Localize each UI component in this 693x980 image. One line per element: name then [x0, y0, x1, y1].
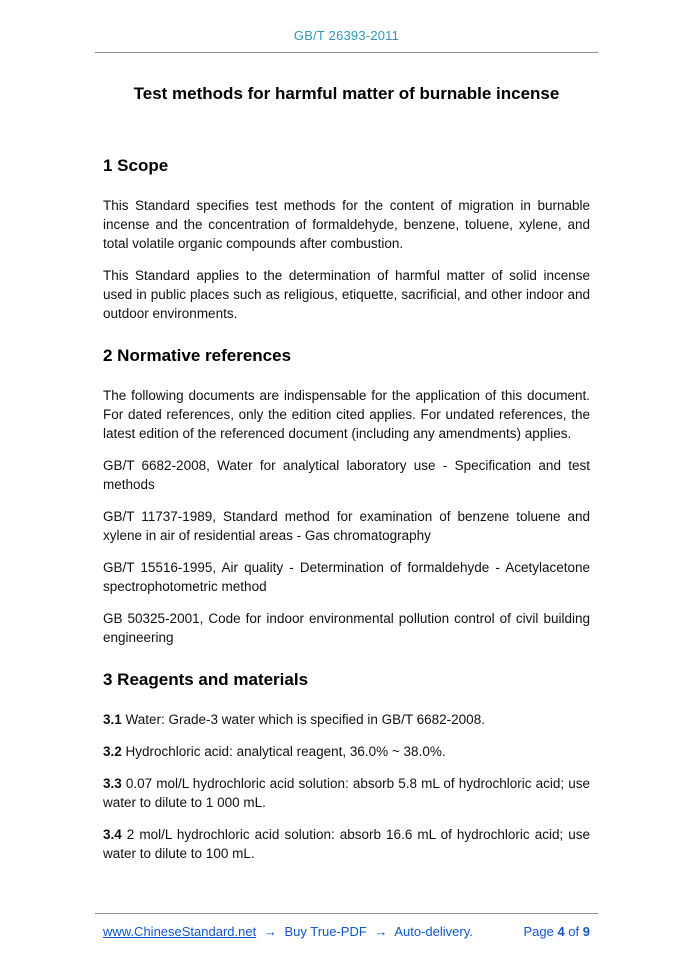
- clause-number: 3.3: [103, 776, 122, 791]
- clause-text: Water: Grade-3 water which is specified in GB/T 6682-2008.: [121, 712, 485, 727]
- reference-item-2: GB/T 11737-1989, Standard method for examination of benzene toluene and xylene in air of residential areas - Gas chromatography: [103, 509, 590, 543]
- clause-item-3-2: [103, 742, 590, 761]
- footer-buy-text: Buy True-PDF: [284, 924, 367, 939]
- page-indicator: [523, 924, 590, 940]
- reference-item-3: GB/T 15516-1995, Air quality - Determination of formaldehyde - Acetylacetone spectrophotometric method: [103, 560, 590, 594]
- clause-number: 3.2: [103, 744, 122, 759]
- clause-text: 0.07 mol/L hydrochloric acid solution: absorb 5.8 mL of hydrochloric acid; use water to dilute to 1 000 mL.: [103, 776, 590, 810]
- reference-item-1: GB/T 6682-2008, Water for analytical laboratory use - Specification and test methods: [103, 458, 590, 492]
- section-heading-normative-references: 2 Normative references: [103, 346, 292, 365]
- footer-row: [95, 924, 598, 940]
- page-header: [0, 0, 693, 53]
- reference-item-4: GB 50325-2001, Code for indoor environmental pollution control of civil building engineering: [103, 611, 590, 645]
- header-rule: [95, 52, 598, 53]
- page-current: 4: [557, 924, 565, 939]
- clause-item-3-3: [103, 774, 590, 812]
- clause-item-3-4: [103, 825, 590, 863]
- arrow-right-icon: →: [374, 924, 388, 939]
- clause-number: 3.1: [103, 712, 122, 727]
- of-label: of: [568, 924, 580, 939]
- page-content: [0, 83, 693, 863]
- paragraph-references-intro: The following documents are indispensable for the application of this document. For dated references, only the edition cited applies. For undated references, the latest edition of the referenced document (including any amendments) applies.: [103, 388, 590, 441]
- clause-text: Hydrochloric acid: analytical reagent, 36.0% ~ 38.0%.: [121, 744, 446, 759]
- footer-links: [103, 924, 473, 940]
- doc-number: GB/T 26393-2011: [293, 28, 400, 43]
- paragraph-scope-2: This Standard applies to the determination of harmful matter of solid incense used in public places such as religious, etiquette, sacrificial, and other indoor and outdoor environments.: [103, 268, 590, 321]
- footer-delivery-text: Auto-delivery.: [394, 924, 473, 939]
- document-title: Test methods for harmful matter of burnable incense: [133, 84, 560, 103]
- clause-item-3-1: [103, 710, 590, 729]
- page-total: 9: [582, 924, 590, 939]
- footer-rule: [95, 913, 598, 914]
- arrow-right-icon: →: [263, 924, 277, 939]
- page-footer: [0, 913, 693, 980]
- footer-site-link[interactable]: www.ChineseStandard.net: [103, 924, 257, 939]
- section-heading-reagents: 3 Reagents and materials: [103, 670, 309, 689]
- section-heading-scope: 1 Scope: [103, 156, 169, 175]
- page-label: Page: [523, 924, 554, 939]
- clause-text: 2 mol/L hydrochloric acid solution: absorb 16.6 mL of hydrochloric acid; use water to dilute to 100 mL.: [103, 827, 590, 861]
- clause-number: 3.4: [103, 827, 122, 842]
- paragraph-scope-1: This Standard specifies test methods for the content of migration in burnable incense and the concentration of formaldehyde, benzene, toluene, xylene, and total volatile organic compounds after combustion.: [103, 198, 590, 251]
